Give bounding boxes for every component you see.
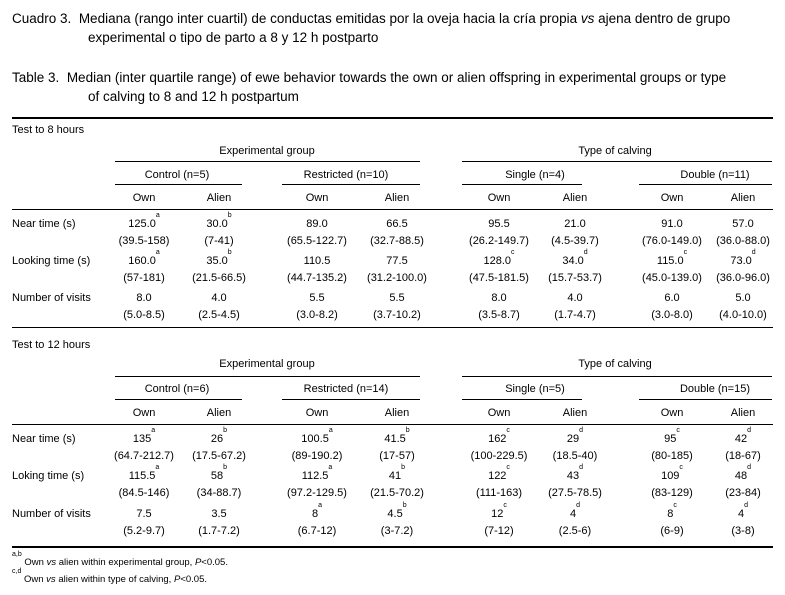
subgroup-header: Single (n=4)	[505, 169, 565, 181]
column-header: Alien	[562, 192, 588, 204]
caption-es-label: Cuadro 3.	[12, 11, 72, 26]
median-value: 4	[737, 508, 745, 520]
median-cell	[210, 427, 228, 446]
significance-letter: b	[223, 427, 228, 434]
median-cell	[386, 218, 407, 231]
iqr-value: (39.5-158)	[118, 235, 170, 247]
median-value: 89.0	[306, 218, 328, 230]
median-cell	[388, 464, 406, 483]
significance-letter: d	[744, 502, 749, 509]
median-cell	[664, 427, 680, 446]
significance-letter: b	[402, 502, 407, 509]
median-value: 41	[388, 470, 402, 482]
subgroup-header: Control (n=6)	[144, 383, 210, 395]
column-header: Alien	[384, 192, 410, 204]
significance-letter: d	[747, 464, 752, 471]
row-label: Near time (s)	[12, 433, 76, 445]
column-header: Alien	[562, 407, 588, 419]
median-value: 4.5	[387, 508, 403, 520]
iqr-value: (4.0-10.0)	[719, 309, 767, 321]
iqr-value: (1.7-7.2)	[198, 525, 240, 537]
column-header: Alien	[730, 407, 756, 419]
iqr-value: (32.7-88.5)	[370, 235, 424, 247]
median-cell	[566, 427, 584, 446]
column-header: Own	[487, 192, 511, 204]
column-header: Own	[487, 407, 511, 419]
median-value: 135	[132, 433, 152, 445]
iqr-value: (36.0-96.0)	[716, 272, 770, 284]
significance-letter: a	[328, 464, 333, 471]
median-cell	[306, 218, 327, 231]
median-cell	[210, 464, 228, 483]
iqr-value: (34-88.7)	[196, 487, 242, 499]
median-cell	[734, 427, 752, 446]
column-header: Alien	[206, 192, 232, 204]
median-cell	[656, 249, 688, 268]
median-cell	[304, 255, 331, 268]
median-cell	[491, 502, 507, 521]
column-header: Alien	[384, 407, 410, 419]
column-header: Own	[305, 407, 329, 419]
median-cell	[491, 292, 506, 305]
median-cell	[211, 292, 226, 305]
table-bottom-rule	[12, 546, 773, 548]
row-label: Loking time (s)	[12, 470, 85, 482]
table-top-rule	[12, 117, 773, 119]
median-value: 109	[661, 470, 680, 482]
median-cell	[664, 292, 679, 305]
subgroup-rule	[639, 399, 772, 400]
median-value: 77.5	[386, 255, 408, 267]
median-value: 41.5	[384, 433, 406, 445]
iqr-value: (64.7-212.7)	[114, 450, 174, 462]
significance-letter: a	[155, 212, 160, 219]
iqr-value: (2.5-6)	[558, 525, 592, 537]
subgroup-rule	[462, 399, 582, 400]
iqr-value: (111-163)	[475, 487, 523, 499]
median-cell	[730, 249, 756, 268]
significance-letter: d	[751, 249, 756, 256]
median-value: 8	[311, 508, 319, 520]
median-value: 128.0	[483, 255, 512, 267]
footnote-cd-sup: c,d	[12, 568, 22, 575]
significance-letter: d	[576, 502, 581, 509]
iqr-value: (26.2-149.7)	[469, 235, 529, 247]
significance-letter: a	[151, 427, 156, 434]
subgroup-header: Restricted (n=14)	[303, 383, 389, 395]
median-value: 26	[210, 433, 224, 445]
caption-spanish	[12, 9, 782, 47]
significance-letter: c	[503, 502, 507, 509]
group-header: Type of calving	[578, 145, 652, 157]
median-cell	[483, 249, 515, 268]
significance-letter: c	[511, 249, 515, 256]
median-cell	[206, 212, 232, 231]
significance-letter: b	[227, 249, 232, 256]
median-cell	[386, 255, 407, 268]
significance-letter: b	[405, 427, 410, 434]
significance-letter: c	[683, 249, 688, 256]
caption-es-vs: vs	[580, 11, 595, 26]
iqr-value: (97.2-129.5)	[287, 487, 347, 499]
significance-letter: a	[155, 464, 160, 471]
row-label: Number of visits	[12, 292, 91, 304]
median-cell	[387, 502, 407, 521]
median-cell	[488, 218, 509, 231]
median-cell	[488, 427, 510, 446]
significance-letter: a	[155, 249, 160, 256]
section-divider-rule	[12, 327, 773, 328]
median-value: 29	[566, 433, 580, 445]
median-value: 43	[566, 470, 580, 482]
column-header: Own	[132, 192, 156, 204]
footnote-cd-own: Own	[23, 574, 44, 585]
median-cell	[661, 218, 682, 231]
median-value: 35.0	[206, 255, 228, 267]
iqr-value: (7-12)	[484, 525, 514, 537]
iqr-value: (5.2-9.7)	[123, 525, 165, 537]
median-value: 73.0	[730, 255, 752, 267]
group-header-rule	[115, 161, 420, 162]
caption-en-line1: Median (inter quartile range) of ewe behavior towards the own or alien offspring in experimental groups or type	[66, 70, 727, 85]
iqr-value: (36.0-88.0)	[716, 235, 770, 247]
median-value: 5.5	[309, 292, 325, 304]
median-value: 91.0	[661, 218, 683, 230]
significance-letter: d	[747, 427, 752, 434]
significance-letter: a	[328, 427, 333, 434]
group-header-rule	[115, 376, 420, 377]
significance-letter: c	[506, 464, 510, 471]
footnote-ab-rest: alien within experimental group,	[58, 557, 193, 568]
column-header: Own	[660, 192, 684, 204]
iqr-value: (57-181)	[123, 272, 165, 284]
footnote-ab-sup: a,b	[12, 551, 22, 558]
footnote-cd	[12, 568, 207, 586]
median-value: 8.0	[136, 292, 152, 304]
caption-es-line2: experimental o tipo de parto a 8 y 12 h postparto	[88, 30, 379, 45]
iqr-value: (2.5-4.5)	[198, 309, 240, 321]
iqr-value: (4.5-39.7)	[551, 235, 599, 247]
footnote-ab	[12, 551, 228, 569]
median-cell	[301, 464, 333, 483]
row-label: Looking time (s)	[12, 255, 91, 267]
median-value: 30.0	[206, 218, 228, 230]
median-value: 8.0	[491, 292, 507, 304]
iqr-value: (17.5-67.2)	[192, 450, 246, 462]
median-value: 58	[210, 470, 224, 482]
iqr-value: (15.7-53.7)	[548, 272, 602, 284]
column-header: Own	[305, 192, 329, 204]
median-cell	[567, 292, 582, 305]
iqr-value: (7-41)	[204, 235, 234, 247]
median-value: 42	[734, 433, 748, 445]
median-value: 5.5	[389, 292, 405, 304]
subgroup-header: Control (n=5)	[144, 169, 210, 181]
significance-letter: b	[401, 464, 406, 471]
median-cell	[136, 508, 151, 521]
row-label: Number of visits	[12, 508, 91, 520]
group-header: Type of calving	[578, 358, 652, 370]
median-cell	[128, 464, 160, 483]
iqr-value: (83-129)	[651, 487, 693, 499]
median-value: 5.0	[735, 292, 751, 304]
median-cell	[566, 464, 584, 483]
median-value: 100.5	[301, 433, 329, 445]
subgroup-rule	[115, 184, 242, 185]
caption-en-label: Table 3.	[12, 70, 60, 85]
iqr-value: (80-185)	[651, 450, 693, 462]
subgroup-rule	[282, 184, 420, 185]
median-value: 6.0	[664, 292, 680, 304]
median-cell	[301, 427, 333, 446]
median-value: 12	[491, 508, 504, 520]
median-cell	[732, 218, 753, 231]
significance-letter: b	[223, 464, 228, 471]
iqr-value: (76.0-149.0)	[642, 235, 702, 247]
footnote-ab-vs: vs	[46, 557, 57, 568]
footnote-cd-rest: alien within type of calving,	[58, 574, 172, 585]
significance-letter: c	[506, 427, 510, 434]
footnote-cd-vs: vs	[46, 574, 56, 585]
iqr-value: (100-229.5)	[470, 450, 528, 462]
caption-es-line1-end: ajena dentro de grupo	[598, 11, 731, 26]
column-header: Own	[660, 407, 684, 419]
median-cell	[564, 218, 585, 231]
iqr-value: (21.5-66.5)	[192, 272, 246, 284]
iqr-value: (6.7-12)	[297, 525, 337, 537]
iqr-value: (45.0-139.0)	[642, 272, 702, 284]
median-cell	[311, 502, 323, 521]
iqr-value: (21.5-70.2)	[370, 487, 424, 499]
section-title: Test to 8 hours	[12, 124, 85, 136]
median-value: 48	[734, 470, 748, 482]
group-header: Experimental group	[219, 145, 315, 157]
median-value: 4.0	[211, 292, 227, 304]
median-value: 162	[488, 433, 507, 445]
median-value: 8	[667, 508, 674, 520]
significance-letter: d	[583, 249, 588, 256]
group-header: Experimental group	[219, 358, 315, 370]
subgroup-rule	[639, 184, 772, 185]
median-cell	[735, 292, 750, 305]
column-header: Alien	[730, 192, 756, 204]
iqr-value: (84.5-146)	[118, 487, 170, 499]
median-value: 4.0	[567, 292, 583, 304]
iqr-value: (1.7-4.7)	[554, 309, 596, 321]
footnote-ab-own: Own	[24, 557, 44, 568]
iqr-value: (3.0-8.0)	[651, 309, 693, 321]
footnote-ab-pval: <0.05.	[201, 557, 228, 568]
median-cell	[132, 427, 156, 446]
median-cell	[384, 427, 410, 446]
median-cell	[128, 212, 160, 231]
iqr-value: (44.7-135.2)	[287, 272, 347, 284]
median-value: 4	[569, 508, 577, 520]
median-cell	[667, 502, 677, 521]
median-value: 3.5	[211, 508, 227, 520]
significance-letter: a	[318, 502, 323, 509]
median-value: 160.0	[128, 255, 156, 267]
iqr-value: (3.7-10.2)	[373, 309, 421, 321]
footnote-ab-p: P	[194, 557, 202, 568]
significance-letter: d	[579, 464, 584, 471]
median-value: 125.0	[128, 218, 156, 230]
iqr-value: (17-57)	[379, 450, 415, 462]
iqr-value: (47.5-181.5)	[469, 272, 529, 284]
iqr-value: (6-9)	[660, 525, 684, 537]
row-label: Near time (s)	[12, 218, 76, 230]
median-value: 112.5	[301, 470, 329, 482]
iqr-value: (31.2-100.0)	[367, 272, 427, 284]
iqr-value: (3.5-8.7)	[478, 309, 520, 321]
median-cell	[128, 249, 160, 268]
caption-en-line2: of calving to 8 and 12 h postpartum	[88, 89, 299, 104]
section-title: Test to 12 hours	[12, 339, 91, 351]
iqr-value: (3.0-8.2)	[296, 309, 338, 321]
iqr-value: (18-67)	[725, 450, 761, 462]
subgroup-rule	[115, 399, 242, 400]
significance-letter: c	[679, 464, 683, 471]
group-header-rule	[462, 376, 772, 377]
median-cell	[737, 502, 749, 521]
iqr-value: (18.5-40)	[552, 450, 598, 462]
significance-letter: d	[579, 427, 584, 434]
iqr-value: (89-190.2)	[291, 450, 343, 462]
subgroup-header: Double (n=11)	[680, 169, 750, 181]
iqr-value: (27.5-78.5)	[548, 487, 602, 499]
median-cell	[562, 249, 588, 268]
significance-letter: b	[227, 212, 232, 219]
median-value: 21.0	[564, 218, 586, 230]
median-cell	[734, 464, 752, 483]
column-header: Own	[132, 407, 156, 419]
median-value: 115.5	[128, 470, 156, 482]
subgroup-header: Single (n=5)	[505, 383, 565, 395]
median-value: 7.5	[136, 508, 152, 520]
subgroup-rule	[462, 184, 582, 185]
median-cell	[569, 502, 581, 521]
median-value: 110.5	[303, 255, 331, 267]
median-value: 115.0	[656, 255, 684, 267]
median-cell	[136, 292, 151, 305]
median-value: 66.5	[386, 218, 408, 230]
caption-english	[12, 68, 782, 106]
subgroup-rule	[282, 399, 420, 400]
median-cell	[206, 249, 232, 268]
median-cell	[211, 508, 226, 521]
footnote-cd-pval: <0.05.	[180, 574, 207, 585]
caption-es-line1: Mediana (rango inter cuartil) de conductas emitidas por la oveja hacia la cría propia	[78, 11, 578, 26]
column-header: Alien	[206, 407, 232, 419]
iqr-value: (3-7.2)	[380, 525, 414, 537]
subgroup-header: Restricted (n=10)	[303, 169, 389, 181]
median-cell	[389, 292, 404, 305]
iqr-value: (23-84)	[725, 487, 761, 499]
significance-letter: c	[676, 427, 680, 434]
significance-letter: c	[673, 502, 677, 509]
iqr-value: (3-8)	[731, 525, 755, 537]
median-value: 95.5	[488, 218, 510, 230]
footnote-cd-p: P	[173, 574, 181, 585]
iqr-value: (5.0-8.5)	[123, 309, 165, 321]
median-cell	[309, 292, 324, 305]
median-value: 122	[488, 470, 507, 482]
column-header-rule	[12, 424, 773, 425]
median-cell	[488, 464, 510, 483]
median-value: 95	[664, 433, 677, 445]
median-value: 57.0	[732, 218, 754, 230]
median-cell	[661, 464, 683, 483]
median-value: 34.0	[562, 255, 584, 267]
subgroup-header: Double (n=15)	[679, 383, 751, 395]
column-header-rule	[12, 209, 773, 210]
iqr-value: (65.5-122.7)	[287, 235, 347, 247]
group-header-rule	[462, 161, 772, 162]
